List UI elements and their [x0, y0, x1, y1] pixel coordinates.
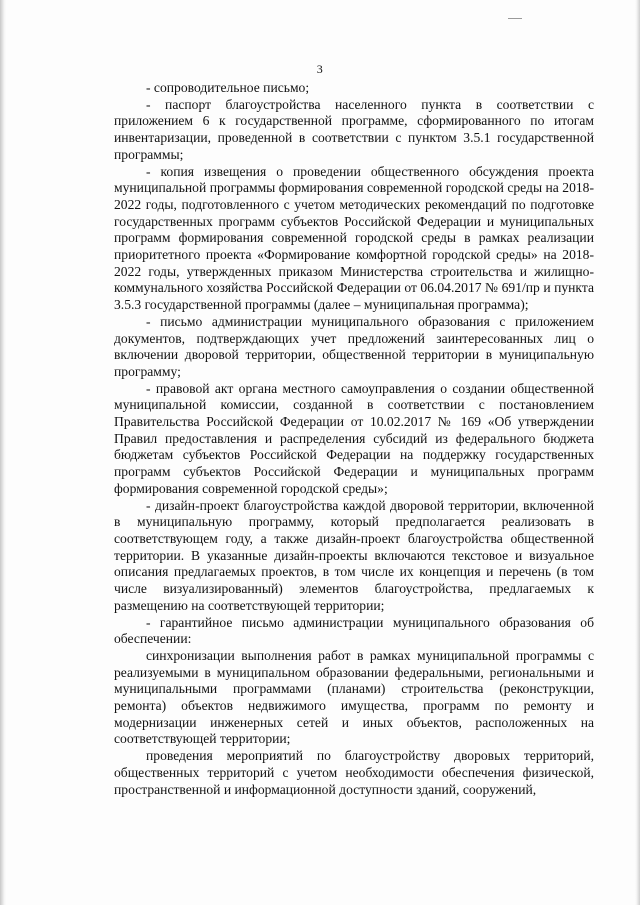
paragraph-accessibility: проведения мероприятий по благоустройству дворовых территорий, общественных территорий с учетом необходимости обеспечения физической, пространственной и информационной доступности зданий, сооружений,: [114, 748, 594, 797]
document-body: [114, 80, 594, 798]
paragraph-synchronization: синхронизации выполнения работ в рамках муниципальной программы с реализуемыми в муниципальном образовании федеральными, региональными и муниципальными программами (планами) строительства (реконструкции, ремонта) объектов недвижимого имущества, программ по ремонту и модернизации инженерных сетей и иных объектов, расположенных на соответствующей территории;: [114, 647, 594, 747]
paragraph-design-project: - дизайн-проект благоустройства каждой дворовой территории, включенной в муниципальную программу, который предполагается реализовать в соответствующем году, а также дизайн-проект благоустройства общественной территории. В указанные дизайн-проекты включаются текстовое и визуальное описания предлагаемых проектов, в том числе их концепция и перечень (в том числе визуализированный) элементов благоустройства, предлагаемых к размещению на соответствующей территории;: [114, 497, 594, 613]
page-number: 3: [316, 62, 324, 76]
paragraph-passport: - паспорт благоустройства населенного пункта в соответствии с приложением 6 к государственной программе, сформированного по итогам инвентаризации, проведенной в соответствии с пунктом 3.5.1 государственной программы;: [114, 96, 594, 162]
paragraph-admin-letter: - письмо администрации муниципального образования с приложением документов, подтверждающих учет предложений заинтересованных лиц о включении дворовой территории, общественной территории в муниципальную программу;: [114, 313, 594, 379]
scan-left-edge: [0, 0, 6, 905]
paragraph-cover-letter: - сопроводительное письмо;: [146, 80, 310, 95]
paragraph-guarantee-letter: - гарантийное письмо администрации муниципального образования об обеспечении:: [114, 614, 594, 647]
paragraph-notice-copy: - копия извещения о проведении общественного обсуждения проекта муниципальной программы формирования современной городской среды на 2018-2022 годы, подготовленного с учетом методических рекомендаций по подготовке государственных программ субъектов Российской Федерации и муниципальных программ формирования современной городской среды в рамках реализации приоритетного проекта «Формирование комфортной городской среды» на 2018-2022 годы, утвержденных приказом Министерства строительства и жилищно-коммунального хозяйства Российской Федерации от 06.04.2017 № 691/пр и пункта 3.5.3 государственной программы (далее – муниципальная программа);: [114, 163, 594, 313]
paragraph-legal-act: - правовой акт органа местного самоуправления о создании общественной муниципальной комиссии, созданной в соответствии с постановлением Правительства Российской Федерации от 10.02.2017 № 169 «Об утверждении Правил предоставления и распределения субсидий из федерального бюджета бюджетам субъектов Российской Федерации на поддержку государственных программ субъектов Российской Федерации и муниципальных программ формирования современной городской среды»;: [114, 380, 594, 496]
scan-right-edge: [635, 0, 640, 905]
scan-mark: [508, 18, 522, 19]
